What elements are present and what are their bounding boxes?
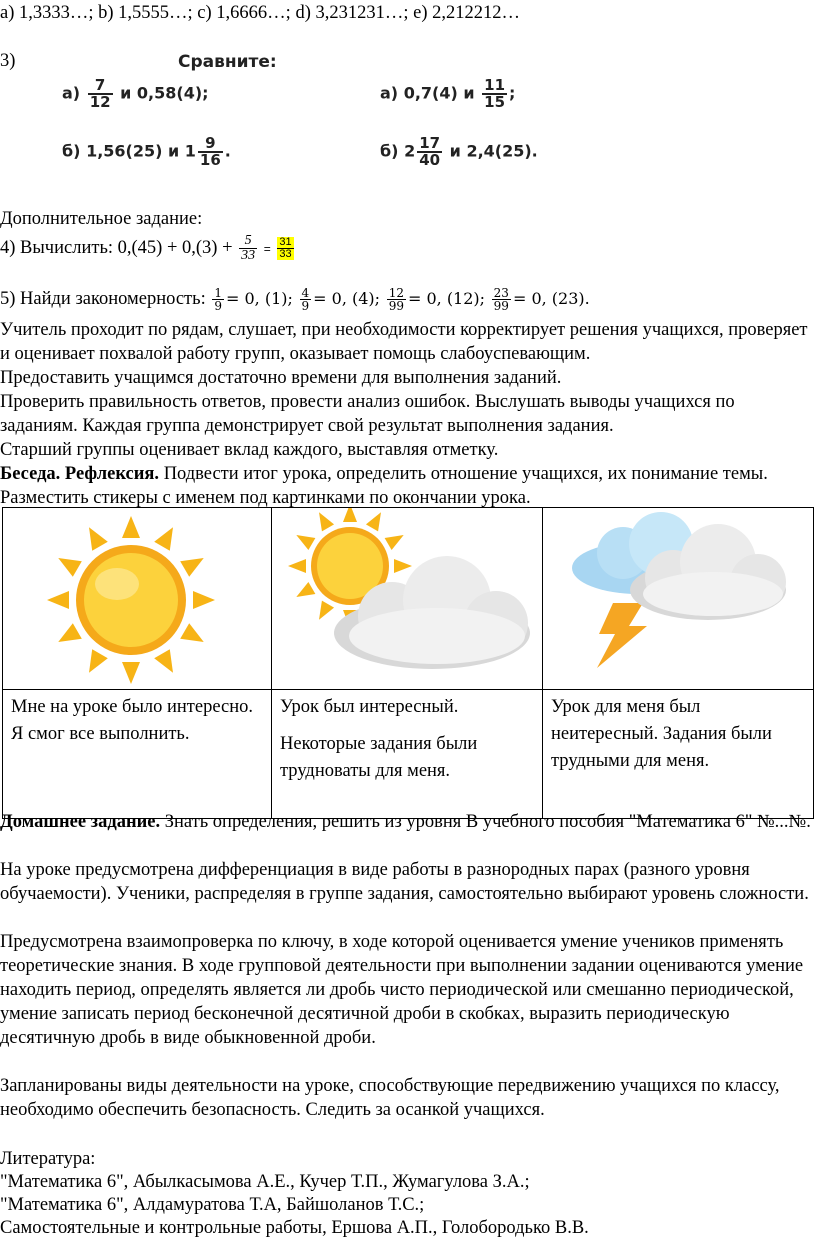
paragraph-peer-check: Предусмотрена взаимопроверка по ключу, в ходе которой оценивается умение учеников применять теоретические знания. В ходе групповой деятельности при выполнении задании оцениваются умение находить период, определять является ли дробь чисто периодической или смешанно периодической, умение записать период бесконечной десятичной дроби в скобках, выразить периодическую десятичную дробь в виде обыкновенной дроби. (0, 932, 804, 1048)
literature-item: Самостоятельные и контрольные работы, Ершова А.П., Голобородько В.В. (0, 1218, 589, 1238)
paragraph-leader: Старший группы оценивает вклад каждого, выставляя отметку. (0, 440, 499, 460)
sun-cloud-image-cell (272, 508, 543, 690)
paragraph-teacher: Учитель проходит по рядам, слушает, при необходимости корректирует решения учащихся, проверяет и оценивает похвалой работу групп, оказывает помощь слабоуспевающим. (0, 320, 808, 364)
mood-cell-unhappy: Урок для меня был неитересный. Задания были трудными для меня. (543, 690, 814, 819)
reflection-table (2, 507, 814, 819)
mood-cell-neutral: Урок был интересный. Некоторые задания были трудноваты для меня. (272, 690, 543, 819)
storm-image-cell (543, 508, 814, 690)
task4-answer-highlight: $\frac{31}{33}$ (279, 236, 292, 260)
compare-exercise (62, 52, 562, 192)
sun-behind-cloud-icon (272, 508, 542, 684)
paragraph-time: Предоставить учащимся достаточно времени для выполнения заданий. (0, 368, 562, 388)
reflection-heading: Беседа. Рефлексия. (0, 464, 160, 484)
compare-fraction: $\frac{17}{40}$ (419, 134, 441, 169)
compare-fraction: $\frac{9}{16}$ (199, 134, 221, 169)
compare-fraction: $\frac{7}{12}$ (89, 76, 111, 111)
compare-item-b1: б) 1,56(25) и 1 $\frac{9}{16}$ . (62, 134, 231, 169)
paragraph-activity: Запланированы виды деятельности на уроке, способствующие передвижению учащихся по классу, необходимо обеспечить безопасность. Следить за осанкой учащихся. (0, 1076, 780, 1120)
task4-fraction: $\frac{5}{33}$ (241, 233, 256, 263)
task5-fraction: $\frac{4}{9}$ (301, 286, 310, 314)
task4-line: 4) Вычислить: 0,(45) + 0,(3) + $\frac{5}{33}$ = $\frac{31}{33}$ (0, 233, 292, 263)
literature-title: Литература: (0, 1149, 96, 1169)
compare-item-a1: а) $\frac{7}{12}$ и 0,58(4); (62, 76, 209, 111)
task5-fraction: $\frac{23}{99}$ (493, 286, 509, 314)
paragraph-differentiation: На уроке предусмотрена дифференциация в виде работы в разнородных парах (разного уровня обучаемости). Ученики, распределяя в группе задания, самостоятельно выбирают уровень сложности. (0, 860, 809, 904)
mood-cell-happy: Мне на уроке было интересно. Я смог все выполнить. (3, 690, 272, 819)
task5-fraction: $\frac{12}{99}$ (388, 286, 404, 314)
compare-title: Сравните: (178, 52, 277, 72)
homework-heading: Домашнее задание. (0, 812, 161, 832)
compare-item-b2: б) 2 $\frac{17}{40}$ и 2,4(25). (380, 134, 538, 169)
paragraph-homework: Домашнее задание. Знать определения, решить из уровня В учебного пособия "Математика 6" №...№. (0, 812, 811, 832)
storm-cloud-icon (543, 508, 813, 684)
task5-line: 5) Найди закономерность: $\frac{1}{9}$ = 0, (1); $\frac{4}{9}$ = 0, (4); $\frac{12}{99}$ = 0, (12); $\frac{23}{99}$ = 0, (23). (0, 286, 590, 314)
sun-icon (3, 508, 271, 684)
task5-fraction: $\frac{1}{9}$ (214, 286, 222, 314)
literature-item: "Математика 6", Абылкасымова А.Е., Кучер Т.П., Жумагулова З.А.; (0, 1172, 530, 1192)
sun-image-cell (3, 508, 272, 690)
compare-fraction: $\frac{11}{15}$ (484, 76, 506, 111)
periodic-examples-line: a) 1,3333…; b) 1,5555…; c) 1,6666…; d) 3,231231…; e) 2,212212… (0, 3, 520, 23)
extra-task-title: Дополнительное задание: (0, 209, 203, 229)
paragraph-reflection: Беседа. Рефлексия. Подвести итог урока, определить отношение учащихся, их понимание темы. Разместить стикеры с именем под картинками по окончании урока. (0, 464, 768, 508)
literature-item: "Математика 6", Алдамуратова Т.А, Байшоланов Т.С.; (0, 1195, 425, 1215)
compare-item-a2: а) 0,7(4) и $\frac{11}{15}$ ; (380, 76, 516, 111)
task3-label: 3) (0, 51, 16, 71)
paragraph-check: Проверить правильность ответов, провести анализ ошибок. Выслушать выводы учащихся по заданиям. Каждая группа демонстрирует свой результат выполнения задания. (0, 392, 735, 436)
